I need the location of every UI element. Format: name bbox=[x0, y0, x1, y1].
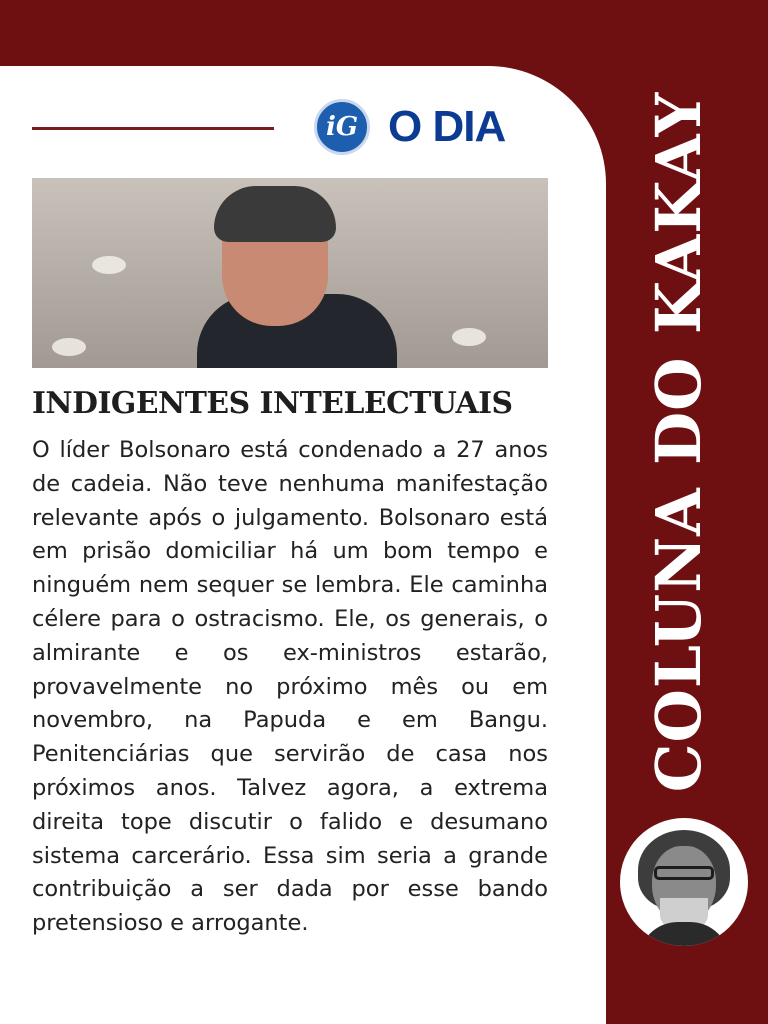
columnist-avatar bbox=[620, 818, 748, 946]
ceiling-light bbox=[52, 338, 86, 356]
ig-logo-icon bbox=[314, 99, 370, 155]
photo-subject-hair bbox=[214, 186, 336, 242]
ig-logo-mark: iG bbox=[325, 112, 359, 142]
header-divider bbox=[32, 127, 274, 130]
logo-name: O DIA bbox=[388, 102, 506, 151]
column-title-text: COLUNA DO KAKAY bbox=[642, 91, 715, 793]
article-photo bbox=[32, 178, 548, 368]
ceiling-light bbox=[452, 328, 486, 346]
avatar-glasses bbox=[654, 866, 714, 880]
avatar-suit bbox=[638, 922, 730, 946]
column-title bbox=[618, 92, 740, 792]
article-body: O líder Bolsonaro está condenado a 27 anos de cadeia. Não teve nenhuma manifestação relevante após o julgamento. Bolsonaro está em prisão domiciliar há um bom tempo e ninguém nem sequer se lembra. Ele caminha célere para o ostracismo. Ele, os generais, o almirante e os ex-ministros estarão, provavelmente no próximo mês ou em novembro, na Papuda e em Bangu. Penitenciárias que servirão de casa nos próximos anos. Talvez agora, a extrema direita tope discutir o falido e desumano sistema carcerário. Essa sim seria a grande contribuição a ser dada por esse bando pretensioso e arrogante. bbox=[32, 437, 548, 937]
ceiling-light bbox=[92, 256, 126, 274]
article-headline: INDIGENTES INTELECTUAIS bbox=[32, 386, 513, 421]
o-dia-logo bbox=[314, 99, 554, 157]
